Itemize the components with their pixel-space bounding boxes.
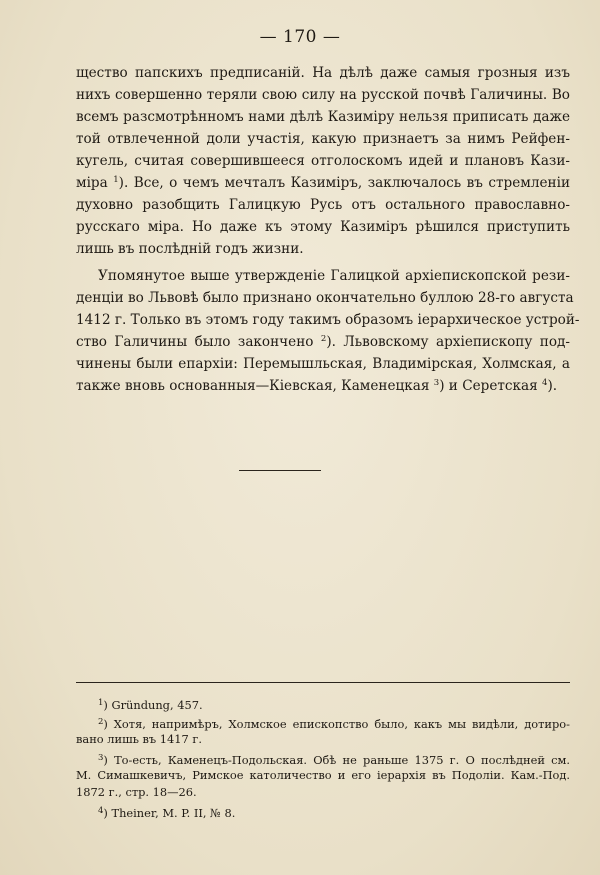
- footnote-text: ) Gründung, 457.: [103, 698, 203, 712]
- text-line: кугель, считая совершившееся отголоскомъ идей и плановъ Кази-: [76, 153, 570, 169]
- footnote-text: ) Theiner, M. P. II, № 8.: [103, 806, 236, 820]
- page-number: — 170 —: [259, 27, 341, 47]
- footnote-mark: 3: [98, 753, 104, 763]
- section-divider: [239, 470, 321, 471]
- footnote-mark: 2: [98, 717, 104, 727]
- text-line: [76, 375, 570, 397]
- text-line: денціи во Львовѣ было признано окончательно буллою 28-го августа: [76, 290, 574, 306]
- text-line: щество папскихъ предписаній. На дѣлѣ даже самыя грозныя изъ: [76, 65, 570, 81]
- text-line: [76, 172, 570, 194]
- footnote-2: [76, 714, 570, 731]
- footnote-mark: 1: [98, 698, 104, 708]
- footnote-ref-2: 2: [320, 334, 327, 344]
- text-line: Упомянутое выше утвержденіе Галицкой архіепископской рези-: [98, 268, 570, 284]
- footnotes: [76, 682, 570, 820]
- text-segment: ). Львовскому архіепископу под-: [326, 334, 571, 350]
- text-segment: ) и Серетская: [439, 378, 543, 394]
- text-line: лишь въ послѣдній годъ жизни.: [76, 241, 304, 257]
- text-line: чинены были епархіи: Перемышльская, Владимірская, Холмская, а: [76, 356, 570, 372]
- text-line: всемъ разсмотрѣнномъ нами дѣлѣ Казиміру нельзя приписать даже: [76, 109, 570, 125]
- text-line: 1412 г. Только въ этомъ году такимъ образомъ іерархическое устрой-: [76, 312, 580, 328]
- body-text: [76, 62, 580, 397]
- footnote-text: ) То-есть, Каменецъ-Подольская. Обѣ не раньше 1375 г. О послѣдней см.: [103, 753, 570, 767]
- text-segment: ).: [547, 378, 558, 394]
- text-line: [76, 331, 570, 353]
- text-line: той отвлеченной доли участія, какую признаетъ за нимъ Рейфен-: [76, 131, 570, 147]
- footnote-3-cont: М. Симашкевичъ, Римское католичество и его іерархія въ Подоліи. Кам.-Под.: [76, 768, 570, 782]
- footnote-ref-1: 1: [113, 175, 119, 185]
- footnote-mark: 4: [98, 806, 104, 816]
- text-segment: ство Галичины было закончено: [76, 334, 321, 350]
- text-segment: ). Все, о чемъ мечталъ Казиміръ, заключалось въ стремленіи: [118, 175, 570, 191]
- footnote-2-cont: вано лишь въ 1417 г.: [76, 732, 202, 746]
- footnote-3: [76, 750, 570, 767]
- footnote-4: [76, 803, 570, 820]
- text-line: духовно разобщить Галицкую Русь отъ остального православно-: [76, 197, 570, 213]
- footnote-text: ) Хотя, напримѣръ, Холмское епископство было, какъ мы видѣли, дотиро-: [103, 717, 570, 731]
- footnote-ref-4: 4: [542, 378, 548, 388]
- text-segment: также вновь основанныя—Кіевская, Каменецкая: [76, 378, 434, 394]
- text-line: нихъ совершенно теряли свою силу на русской почвѣ Галичины. Во: [76, 87, 570, 103]
- footnote-1: [76, 695, 570, 712]
- text-segment: міра: [76, 175, 114, 191]
- footnote-ref-3: 3: [433, 378, 440, 388]
- text-line: русскаго міра. Но даже къ этому Казиміръ рѣшился приступить: [76, 219, 570, 235]
- footnote-3-cont: 1872 г., стр. 18—26.: [76, 785, 197, 799]
